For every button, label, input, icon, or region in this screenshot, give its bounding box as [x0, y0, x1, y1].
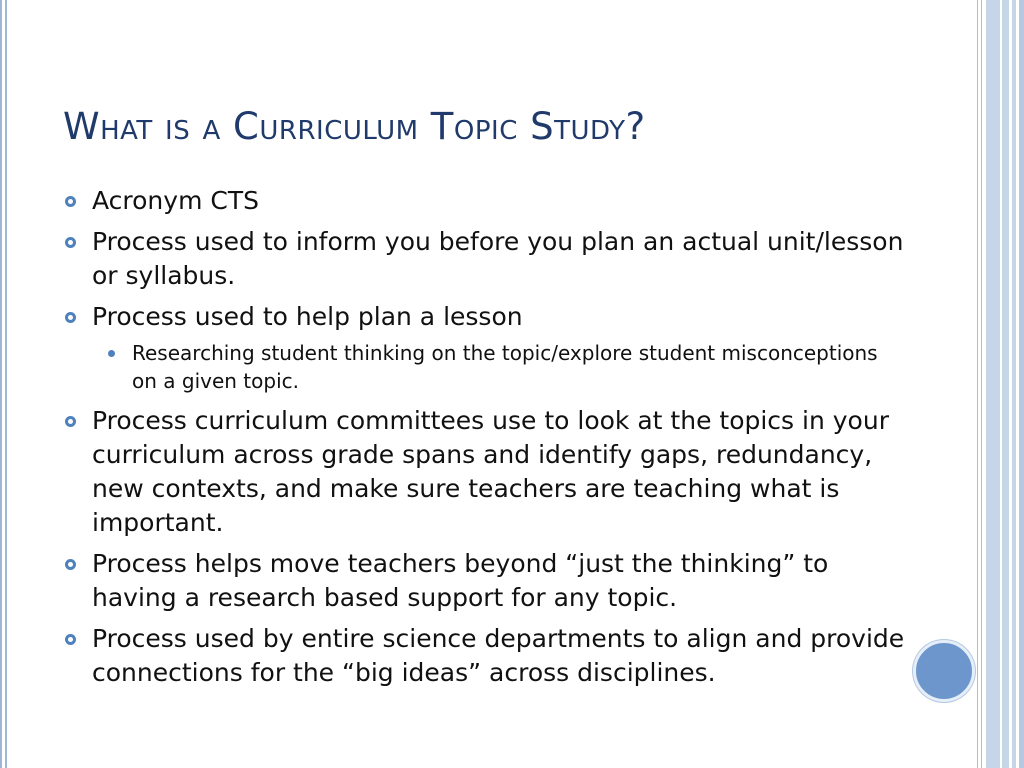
slide-title: What is a Curriculum Topic Study? [63, 105, 646, 148]
bullet-item [65, 404, 905, 540]
bullet-text: Process helps move teachers beyond “just the thinking” to having a research based support for any topic. [92, 549, 829, 612]
decorative-stripe [986, 0, 1000, 768]
bullet-item [65, 300, 905, 334]
bullet-text: Researching student thinking on the topic/explore student misconceptions on a given topic. [132, 341, 878, 393]
ring-bullet-icon [65, 634, 76, 645]
decorative-stripe [1012, 0, 1016, 768]
bullet-item [65, 622, 905, 690]
decorative-stripe [1019, 0, 1024, 768]
left-border-line [5, 0, 7, 768]
ring-bullet-icon [65, 312, 76, 323]
bullet-text: Acronym CTS [92, 186, 259, 215]
bullet-text: Process curriculum committees use to look at the topics in your curriculum across grade spans and identify gaps, redundancy, new contexts, and make sure teachers are teaching what is important. [92, 406, 889, 537]
sub-bullet-item [106, 339, 905, 395]
decorative-stripe [977, 0, 978, 768]
bullet-text: Process used by entire science departments to align and provide connections for the “big ideas” across disciplines. [92, 624, 905, 687]
decorative-stripe [1002, 0, 1009, 768]
bullet-item [65, 225, 905, 293]
bullet-list [65, 184, 905, 697]
left-border-line [0, 0, 2, 768]
ring-bullet-icon [65, 559, 76, 570]
decorative-circle [913, 640, 975, 702]
bullet-item [65, 184, 905, 218]
ring-bullet-icon [65, 196, 76, 207]
ring-bullet-icon [65, 237, 76, 248]
ring-bullet-icon [65, 416, 76, 427]
bullet-text: Process used to help plan a lesson [92, 302, 523, 331]
bullet-text: Process used to inform you before you plan an actual unit/lesson or syllabus. [92, 227, 904, 290]
dot-bullet-icon [108, 350, 115, 357]
bullet-item [65, 547, 905, 615]
decorative-stripe [981, 0, 982, 768]
